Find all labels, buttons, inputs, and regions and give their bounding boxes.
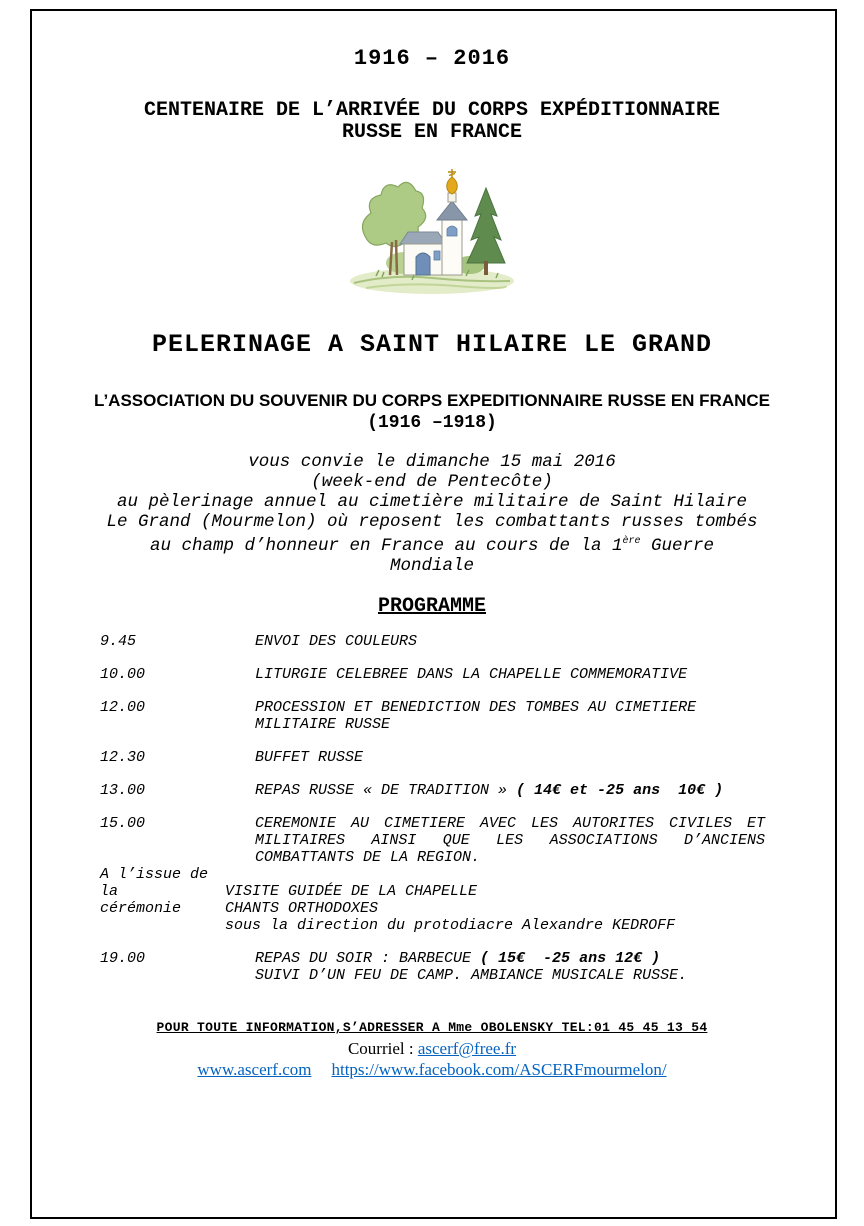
weblinks-line	[0, 1060, 864, 1080]
centenaire-line2: RUSSE EN FRANCE	[341, 121, 523, 144]
programme-time: 12.30	[100, 749, 146, 766]
invitation-line1: vous convie le dimanche 15 mai 2016	[248, 452, 616, 472]
invitation-text	[0, 452, 864, 576]
association-years: (1916 –1918)	[367, 413, 497, 433]
programme-time: 13.00	[100, 782, 146, 799]
centenaire-heading	[0, 100, 864, 144]
years-heading: 1916 – 2016	[353, 46, 511, 71]
programme-time: 15.00	[100, 815, 146, 832]
programme-item	[100, 633, 790, 650]
church-drawing-svg	[346, 162, 518, 298]
invitation-line2: (week-end de Pentecôte)	[311, 472, 553, 492]
invitation-line5: au champ d’honneur en France au cours de la 1ère Guerre	[149, 535, 715, 556]
programme-item	[100, 749, 790, 766]
programme-description: REPAS DU SOIR : BARBECUE ( 15€ -25 ans 12€ ) SUIVI D’UN FEU DE CAMP. AMBIANCE MUSICALE RUSSE.	[255, 950, 688, 984]
programme-time: A l’issue de la cérémonie	[100, 866, 209, 917]
ordinal-superscript: ère	[622, 536, 641, 547]
programme-item	[100, 782, 790, 799]
contact-info: POUR TOUTE INFORMATION,S’ADRESSER A Mme OBOLENSKY TEL:01 45 45 13 54	[156, 1020, 708, 1035]
programme-description: REPAS RUSSE « DE TRADITION » ( 14€ et -25 ans 10€ )	[255, 782, 724, 799]
programme-item	[100, 950, 790, 984]
programme-time: 10.00	[100, 666, 146, 683]
invitation-line3: au pèlerinage annuel au cimetière militaire de Saint Hilaire	[116, 492, 748, 512]
facebook-link[interactable]: https://www.facebook.com/ASCERFmourmelon/	[331, 1060, 667, 1079]
centenaire-line1: CENTENAIRE DE L’ARRIVÉE DU CORPS EXPÉDITIONNAIRE	[143, 99, 721, 122]
programme-list	[100, 633, 790, 1000]
programme-description: ENVOI DES COULEURS	[255, 633, 418, 650]
main-title: PELERINAGE A SAINT HILAIRE LE GRAND	[151, 330, 713, 359]
association-name: L’ASSOCIATION DU SOUVENIR DU CORPS EXPEDITIONNAIRE RUSSE EN FRANCE	[94, 391, 770, 410]
programme-time: 12.00	[100, 699, 146, 716]
email-link[interactable]: ascerf@free.fr	[417, 1039, 517, 1058]
programme-item	[100, 866, 790, 934]
programme-heading: PROGRAMME	[377, 595, 487, 618]
programme-item	[100, 666, 790, 683]
programme-time: 9.45	[100, 633, 137, 650]
church-illustration	[0, 162, 864, 300]
programme-item	[100, 699, 790, 733]
programme-description: PROCESSION ET BENEDICTION DES TOMBES AU CIMETIERE MILITAIRE RUSSE	[255, 699, 697, 733]
programme-time: 19.00	[100, 950, 146, 967]
courriel-label: Courriel :	[347, 1039, 418, 1058]
programme-description: VISITE GUIDÉE DE LA CHAPELLE CHANTS ORTHODOXES sous la direction du protodiacre Alexandre KEDROFF	[225, 883, 676, 934]
courriel-line	[0, 1039, 864, 1059]
programme-description: BUFFET RUSSE	[255, 749, 364, 766]
programme-description: CEREMONIE AU CIMETIERE AVEC LES AUTORITES CIVILES ET MILITAIRES AINSI QUE LES ASSOCIATIONS D’ANCIENS COMBATTANTS DE LA REGION.	[255, 815, 765, 866]
invitation-line4: Le Grand (Mourmelon) où reposent les combattants russes tombés	[106, 512, 758, 532]
programme-item	[100, 815, 790, 866]
programme-description: LITURGIE CELEBREE DANS LA CHAPELLE COMMEMORATIVE	[255, 666, 688, 683]
invitation-line6: Mondiale	[389, 555, 474, 576]
website-link[interactable]: www.ascerf.com	[197, 1060, 312, 1079]
